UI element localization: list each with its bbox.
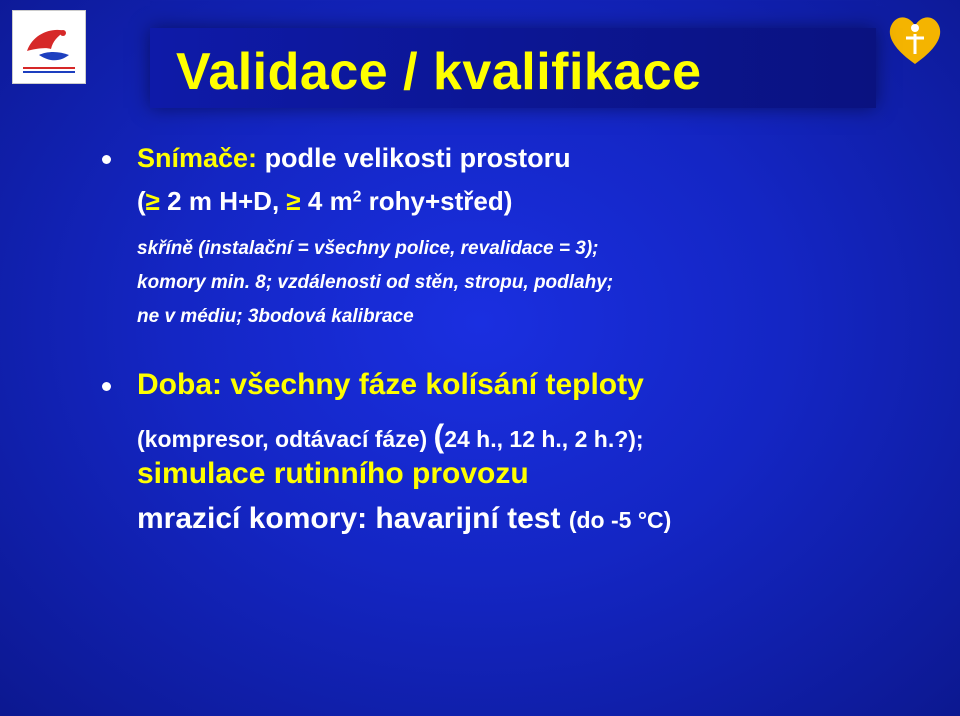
bullet1-text: podle velikosti prostoru <box>257 143 571 173</box>
page-title: Validace / kvalifikace <box>176 43 702 101</box>
bullet1-detail-2: komory min. 8; vzdálenosti od stěn, stropu, podlahy; <box>137 272 614 293</box>
freezer-test: mrazicí komory: havarijní test <box>137 502 569 535</box>
dove-logo-icon <box>12 10 86 84</box>
durations: 24 h., 12 h., 2 h.?); <box>444 426 644 452</box>
paren-open: ( <box>137 186 146 216</box>
bullet2-line2 <box>137 418 644 455</box>
bullet1-lead: Snímače: <box>137 143 258 173</box>
heart-logo-icon <box>884 8 946 70</box>
compressor-phase: (kompresor, odtávací fáze) <box>137 426 434 452</box>
bullet1-detail-3: ne v médiu; 3bodová kalibrace <box>137 306 414 327</box>
sensor-spec-1: 2 m H+D, <box>159 186 287 216</box>
bullet2-line4 <box>137 502 671 536</box>
bullet2-line3: simulace rutinního provozu <box>137 457 529 490</box>
sensor-spec-3: rohy+střed) <box>361 186 513 216</box>
bullet-dot <box>102 382 111 391</box>
bullet-dot <box>102 155 111 164</box>
sensor-spec-2: 4 m <box>300 186 353 216</box>
paren-open-large: ( <box>433 418 445 454</box>
ge-sign: ≥ <box>286 186 301 216</box>
superscript: 2 <box>352 188 362 206</box>
temperature-limit: (do -5 °C) <box>568 507 672 533</box>
bullet1-line2 <box>137 186 512 217</box>
bullet1-detail-1: skříně (instalační = všechny police, revalidace = 3); <box>137 238 599 259</box>
ge-sign: ≥ <box>145 186 160 216</box>
bullet2-heading: Doba: všechny fáze kolísání teploty <box>137 368 644 401</box>
bullet1-heading <box>137 143 571 174</box>
